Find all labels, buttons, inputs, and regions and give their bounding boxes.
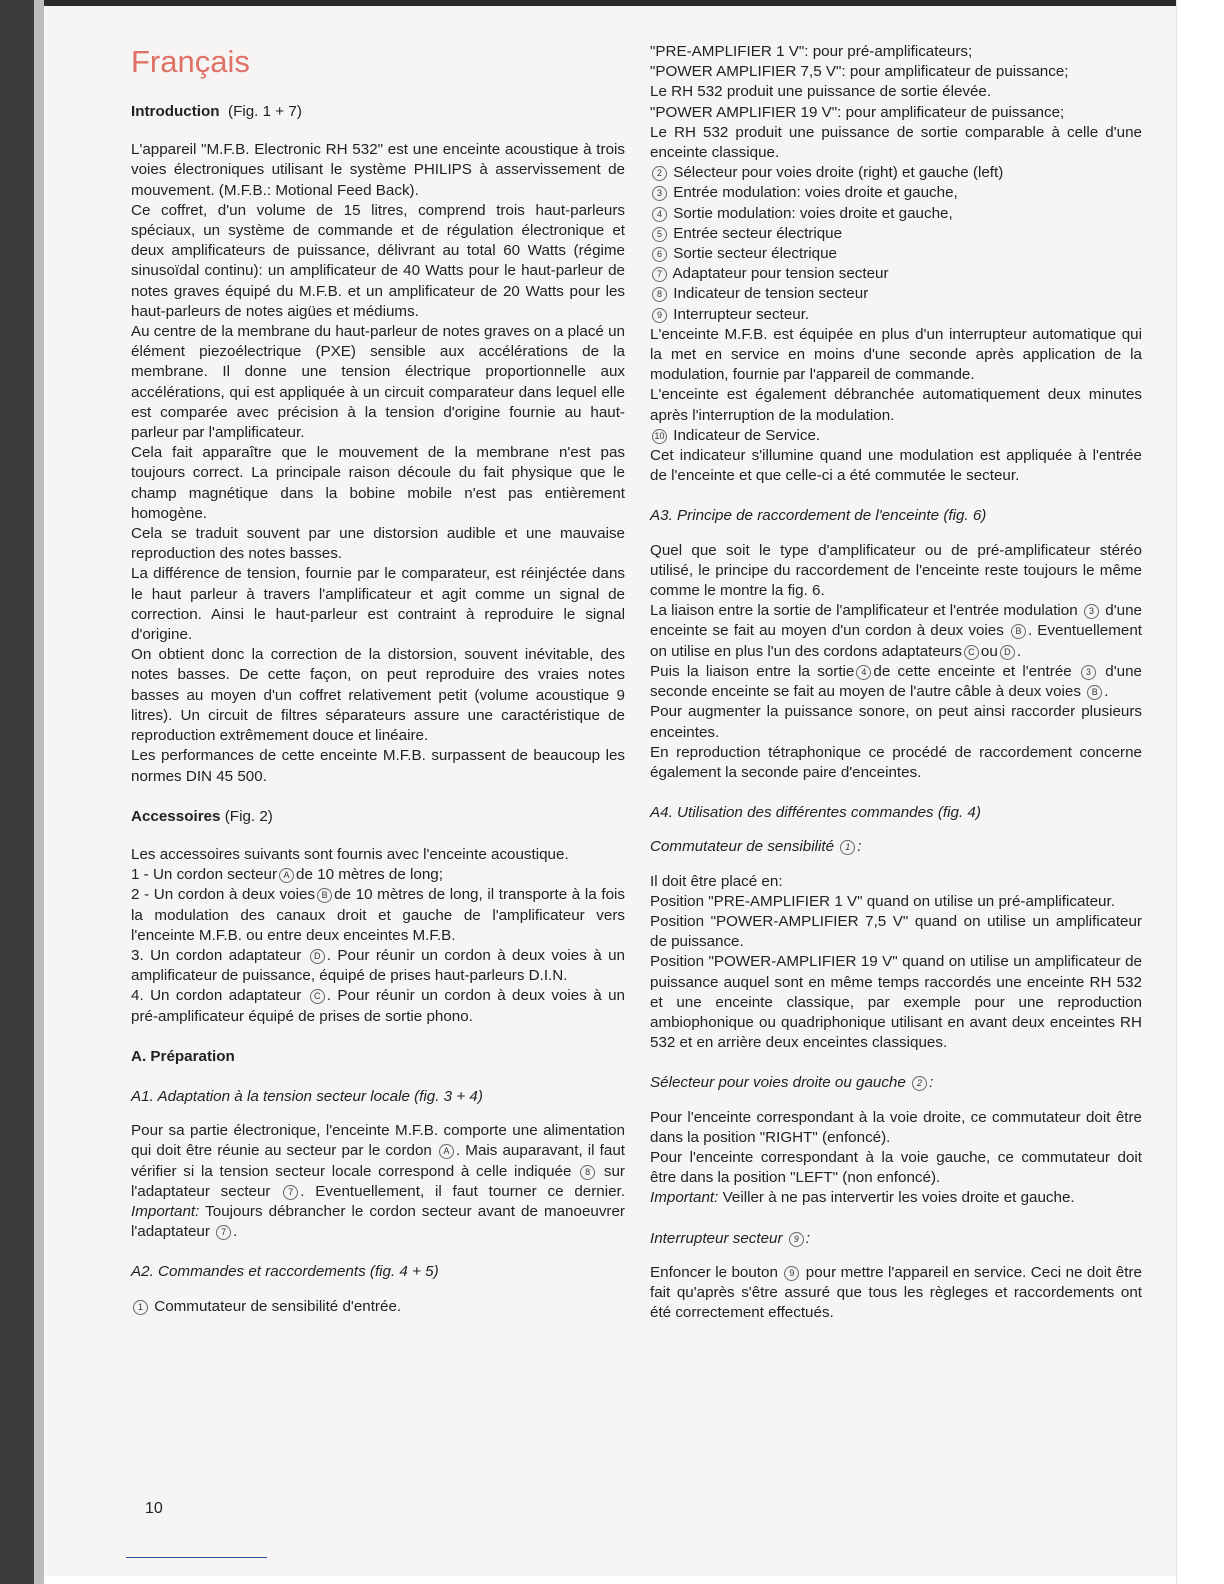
callout-marker: C xyxy=(964,645,979,660)
callout-marker: 8 xyxy=(580,1165,595,1180)
service-paragraph: Cet indicateur s'illumine quand une modulation est appliquée à l'entrée de l'enceinte et que celle-ci a été commutée le secteur. xyxy=(650,447,1142,485)
page-number: 10 xyxy=(145,1500,163,1517)
sensitivity-paragraph: Position "POWER-AMPLIFIER 19 V" quand on utilise un amplificateur de puissance auquel sont en même temps raccordés une enceinte RH 532 et une enceinte classique, par exemple pour une reproduction ambiophonique ou quadriphonique utilisant en avant deux enceintes RH 532 et en arrière deux enceintes classiques. xyxy=(650,953,1142,1052)
callout-marker: D xyxy=(310,949,325,964)
sensitivity-note: Le RH 532 produit une puissance de sortie élevée. xyxy=(650,83,992,101)
sensitivity-paragraph: Position "POWER-AMPLIFIER 7,5 V" quand on utilise un amplificateur de puissance. xyxy=(650,912,1142,951)
power-switch-paragraph: Enfoncer le bouton 9 pour mettre l'appareil en service. Ceci ne doit être fait qu'après s'être assuré que tous les règleges et raccordements ont été correctement effectués. xyxy=(650,1263,1142,1322)
callout-marker: 10 xyxy=(652,429,667,444)
accessories-intro: Les accessoires suivants sont fournis avec l'enceinte acoustique. xyxy=(131,845,569,863)
sensitivity-option: "PRE-AMPLIFIER 1 V": pour pré-amplificateurs; xyxy=(650,43,973,60)
right-column xyxy=(650,42,1142,1323)
sensitivity-option: "POWER AMPLIFIER 19 V": pour amplificateur de puissance; xyxy=(650,103,1065,121)
callout-marker: C xyxy=(310,989,325,1004)
bottom-rule xyxy=(126,1557,267,1558)
intro-paragraph: On obtient donc la correction de la distorsion, souvent inévitable, des notes basses. De cette façon, on peut reproduire des vraies notes basses au moyen d'un coffret relativement petit (volume acoustique 9 litres). Un circuit de filtres séparateurs assure une caractéristique de reproduction extrêmement douce et linéaire. xyxy=(131,646,625,745)
callout-marker: B xyxy=(1011,624,1026,639)
callout-marker: B xyxy=(317,888,332,903)
callout-marker: 3 xyxy=(1081,665,1096,680)
control-item: 8 Indicateur de tension secteur xyxy=(650,284,1142,304)
intro-paragraph: Cela se traduit souvent par une distorsion audible et une mauvaise reproduction des notes basses. xyxy=(131,525,625,563)
accessory-item: 1 - Un cordon secteur A de 10 mètres de long; xyxy=(131,866,443,884)
intro-paragraph: Les performances de cette enceinte M.F.B. surpassent de beaucoup les normes DIN 45 500. xyxy=(131,747,625,785)
preparation-heading: A. Préparation xyxy=(131,1047,235,1065)
callout-marker: 2 xyxy=(912,1076,927,1091)
callout-marker: A xyxy=(279,868,294,883)
callout-marker: 1 xyxy=(840,840,855,855)
a3-paragraph: En reproduction tétraphonique ce procédé de raccordement concerne également la seconde paire d'enceintes. xyxy=(650,743,1142,781)
callout-marker: 7 xyxy=(283,1185,298,1200)
a3-paragraph: Quel que soit le type d'amplificateur ou de pré-amplificateur stéréo utilisé, le principe du raccordement de l'enceinte reste toujours le même comme le montre la fig. 6. xyxy=(650,541,1142,600)
a2-heading: A2. Commandes et raccordements (fig. 4 + 5) xyxy=(131,1263,439,1281)
accessories-heading: Accessoires (Fig. 2) xyxy=(131,807,273,825)
intro-paragraph: Ce coffret, d'un volume de 15 litres, comprend trois haut-parleurs spéciaux, un système de commande et de régulation électronique et deux amplificateurs de puissance, délivrant au total 60 Watts (régime sinusoïdal continu): un amplificateur de 40 Watts pour le haut-parleur de notes graves équipé du M.F.B. et un amplificateur de 20 Watts pour les haut-parleurs de notes aigües et médiums. xyxy=(131,201,625,320)
intro-heading: Introduction (Fig. 1 + 7) xyxy=(131,103,302,120)
page-title: Français xyxy=(131,44,250,79)
control-item: 4 Sortie modulation: voies droite et gauche, xyxy=(650,204,1142,224)
callout-marker: 2 xyxy=(652,166,667,181)
callout-marker: D xyxy=(1000,645,1015,660)
a3-paragraph: Puis la liaison entre la sortie 4 de cette enceinte et l'entrée 3 d'une seconde enceinte se fait au moyen de l'autre câble à deux voies B . xyxy=(650,662,1142,701)
intro-paragraph: La différence de tension, fournie par le comparateur, est réinjéctée dans le haut parleur à travers l'amplificateur et agit comme un signal de correction. Ainsi le haut-parleur est contraint à reproduire le signal d'origine. xyxy=(131,565,625,644)
scan-border-left xyxy=(0,0,34,1584)
a2-item: 1 Commutateur de sensibilité d'entrée. xyxy=(131,1297,625,1317)
sensitivity-paragraph: Position "PRE-AMPLIFIER 1 V" quand on utilise un pré-amplificateur. xyxy=(650,892,1115,910)
callout-marker: 9 xyxy=(652,308,667,323)
callout-marker: 7 xyxy=(216,1225,231,1240)
callout-marker: 9 xyxy=(784,1266,799,1281)
sensitivity-note: Le RH 532 produit une puissance de sortie comparable à celle d'une enceinte classique. xyxy=(650,123,1142,162)
callout-marker: A xyxy=(439,1144,454,1159)
callout-marker: 4 xyxy=(652,207,667,222)
accessory-item: 2 - Un cordon à deux voies B de 10 mètres de long, il transporte à la fois la modulation des canaux droit et gauche de l'amplificateur vers l'enceinte M.F.B. ou entre deux enceintes M.F.B. xyxy=(131,886,625,944)
sensitivity-subheading: Commutateur de sensibilité 1 : xyxy=(650,838,862,856)
a3-heading: A3. Principe de raccordement de l'enceinte (fig. 6) xyxy=(650,507,987,525)
callout-marker: 6 xyxy=(652,247,667,262)
accessory-item: 3. Un cordon adaptateur D . Pour réunir un cordon à deux voies à un amplificateur de puissance, équipé de prises haut-parleurs D.I.N. xyxy=(131,946,625,985)
callout-marker: 1 xyxy=(133,1300,148,1315)
a3-paragraph: Pour augmenter la puissance sonore, on peut ainsi raccorder plusieurs enceintes. xyxy=(650,703,1142,741)
auto-switch-paragraph: L'enceinte est également débranchée automatiquement deux minutes après l'interruption de la modulation. xyxy=(650,386,1142,424)
control-item: 9 Interrupteur secteur. xyxy=(650,305,1142,325)
callout-marker: 3 xyxy=(652,186,667,201)
control-item: 5 Entrée secteur électrique xyxy=(650,224,1142,244)
callout-marker: 7 xyxy=(652,267,667,282)
a1-heading: A1. Adaptation à la tension secteur locale (fig. 3 + 4) xyxy=(131,1087,483,1105)
scan-border-right xyxy=(1176,0,1224,1584)
selector-subheading: Sélecteur pour voies droite ou gauche 2 : xyxy=(650,1074,934,1092)
intro-paragraph: Cela fait apparaître que le mouvement de la membrane n'est pas toujours correct. La principale raison découle du fait physique que le champ magnétique dans la bobine mobile n'est pas entièrement homogène. xyxy=(131,444,625,522)
auto-switch-paragraph: L'enceinte M.F.B. est équipée en plus d'un interrupteur automatique qui la met en service en moins d'une seconde après application de la modulation, fournie par l'appareil de commande. xyxy=(650,325,1142,384)
a4-heading: A4. Utilisation des différentes commandes (fig. 4) xyxy=(650,804,981,822)
callout-marker: 9 xyxy=(789,1232,804,1247)
intro-paragraph: Au centre de la membrane du haut-parleur de notes graves on a placé un élément piezoélectrique (PXE) sensible aux accélérations de la membrane. Il donne une tension électrique proportionnelle aux accélérations, qui est appliquée à un circuit comparateur dans lequel elle est comparée avec précision à la tension d'origine fournie au haut-parleur par l'amplificateur. xyxy=(131,323,625,442)
scan-border-left-inner xyxy=(34,0,44,1584)
sensitivity-paragraph: Il doit être placé en: xyxy=(650,872,783,890)
callout-marker: 5 xyxy=(652,227,667,242)
left-column xyxy=(131,44,625,1317)
control-item: 7 Adaptateur pour tension secteur xyxy=(650,264,1142,284)
selector-paragraph: Pour l'enceinte correspondant à la voie gauche, ce commutateur doit être dans la position "LEFT" (non enfoncé). xyxy=(650,1148,1142,1187)
service-item: 10 Indicateur de Service. xyxy=(650,426,1142,446)
selector-important: Important: Veiller à ne pas intervertir les voies droite et gauche. xyxy=(650,1189,1075,1207)
callout-marker: 8 xyxy=(652,287,667,302)
control-item: 2 Sélecteur pour voies droite (right) et gauche (left) xyxy=(650,163,1142,183)
intro-paragraph: L'appareil "M.F.B. Electronic RH 532" est une enceinte acoustique à trois voies électroniques utilisant le système PHILIPS à asservissement de mouvement. (M.F.B.: Motional Feed Back). xyxy=(131,141,625,199)
sensitivity-option: "POWER AMPLIFIER 7,5 V": pour amplificateur de puissance; xyxy=(650,63,1069,81)
callout-marker: B xyxy=(1087,685,1102,700)
a3-paragraph: La liaison entre la sortie de l'amplificateur et l'entrée modulation 3 d'une enceinte se fait au moyen d'un cordon à deux voies B . Eventuellement on utilise en plus l'un des cordons adaptateurs C ou D . xyxy=(650,602,1142,660)
selector-paragraph: Pour l'enceinte correspondant à la voie droite, ce commutateur doit être dans la position "RIGHT" (enfoncé). xyxy=(650,1108,1142,1146)
power-switch-subheading: Interrupteur secteur 9 : xyxy=(650,1229,811,1247)
control-item: 6 Sortie secteur électrique xyxy=(650,244,1142,264)
accessory-item: 4. Un cordon adaptateur C . Pour réunir un cordon à deux voies à un pré-amplificateur équipé de prises de sortie phono. xyxy=(131,987,625,1025)
callout-marker: 4 xyxy=(856,665,871,680)
a1-paragraph: Pour sa partie électronique, l'enceinte M.F.B. comporte une alimentation qui doit être réunie au secteur par le cordon A . Mais auparavant, il faut vérifier si la tension secteur locale correspond à celle indiquée 8 sur l'adaptateur secteur 7 . Eventuellement, il faut tourner ce dernier. Important: Toujours débrancher le cordon secteur avant de manoeuvrer l'adaptateur 7 . xyxy=(131,1122,625,1241)
callout-marker: 3 xyxy=(1084,604,1099,619)
control-item: 3 Entrée modulation: voies droite et gauche, xyxy=(650,183,1142,203)
